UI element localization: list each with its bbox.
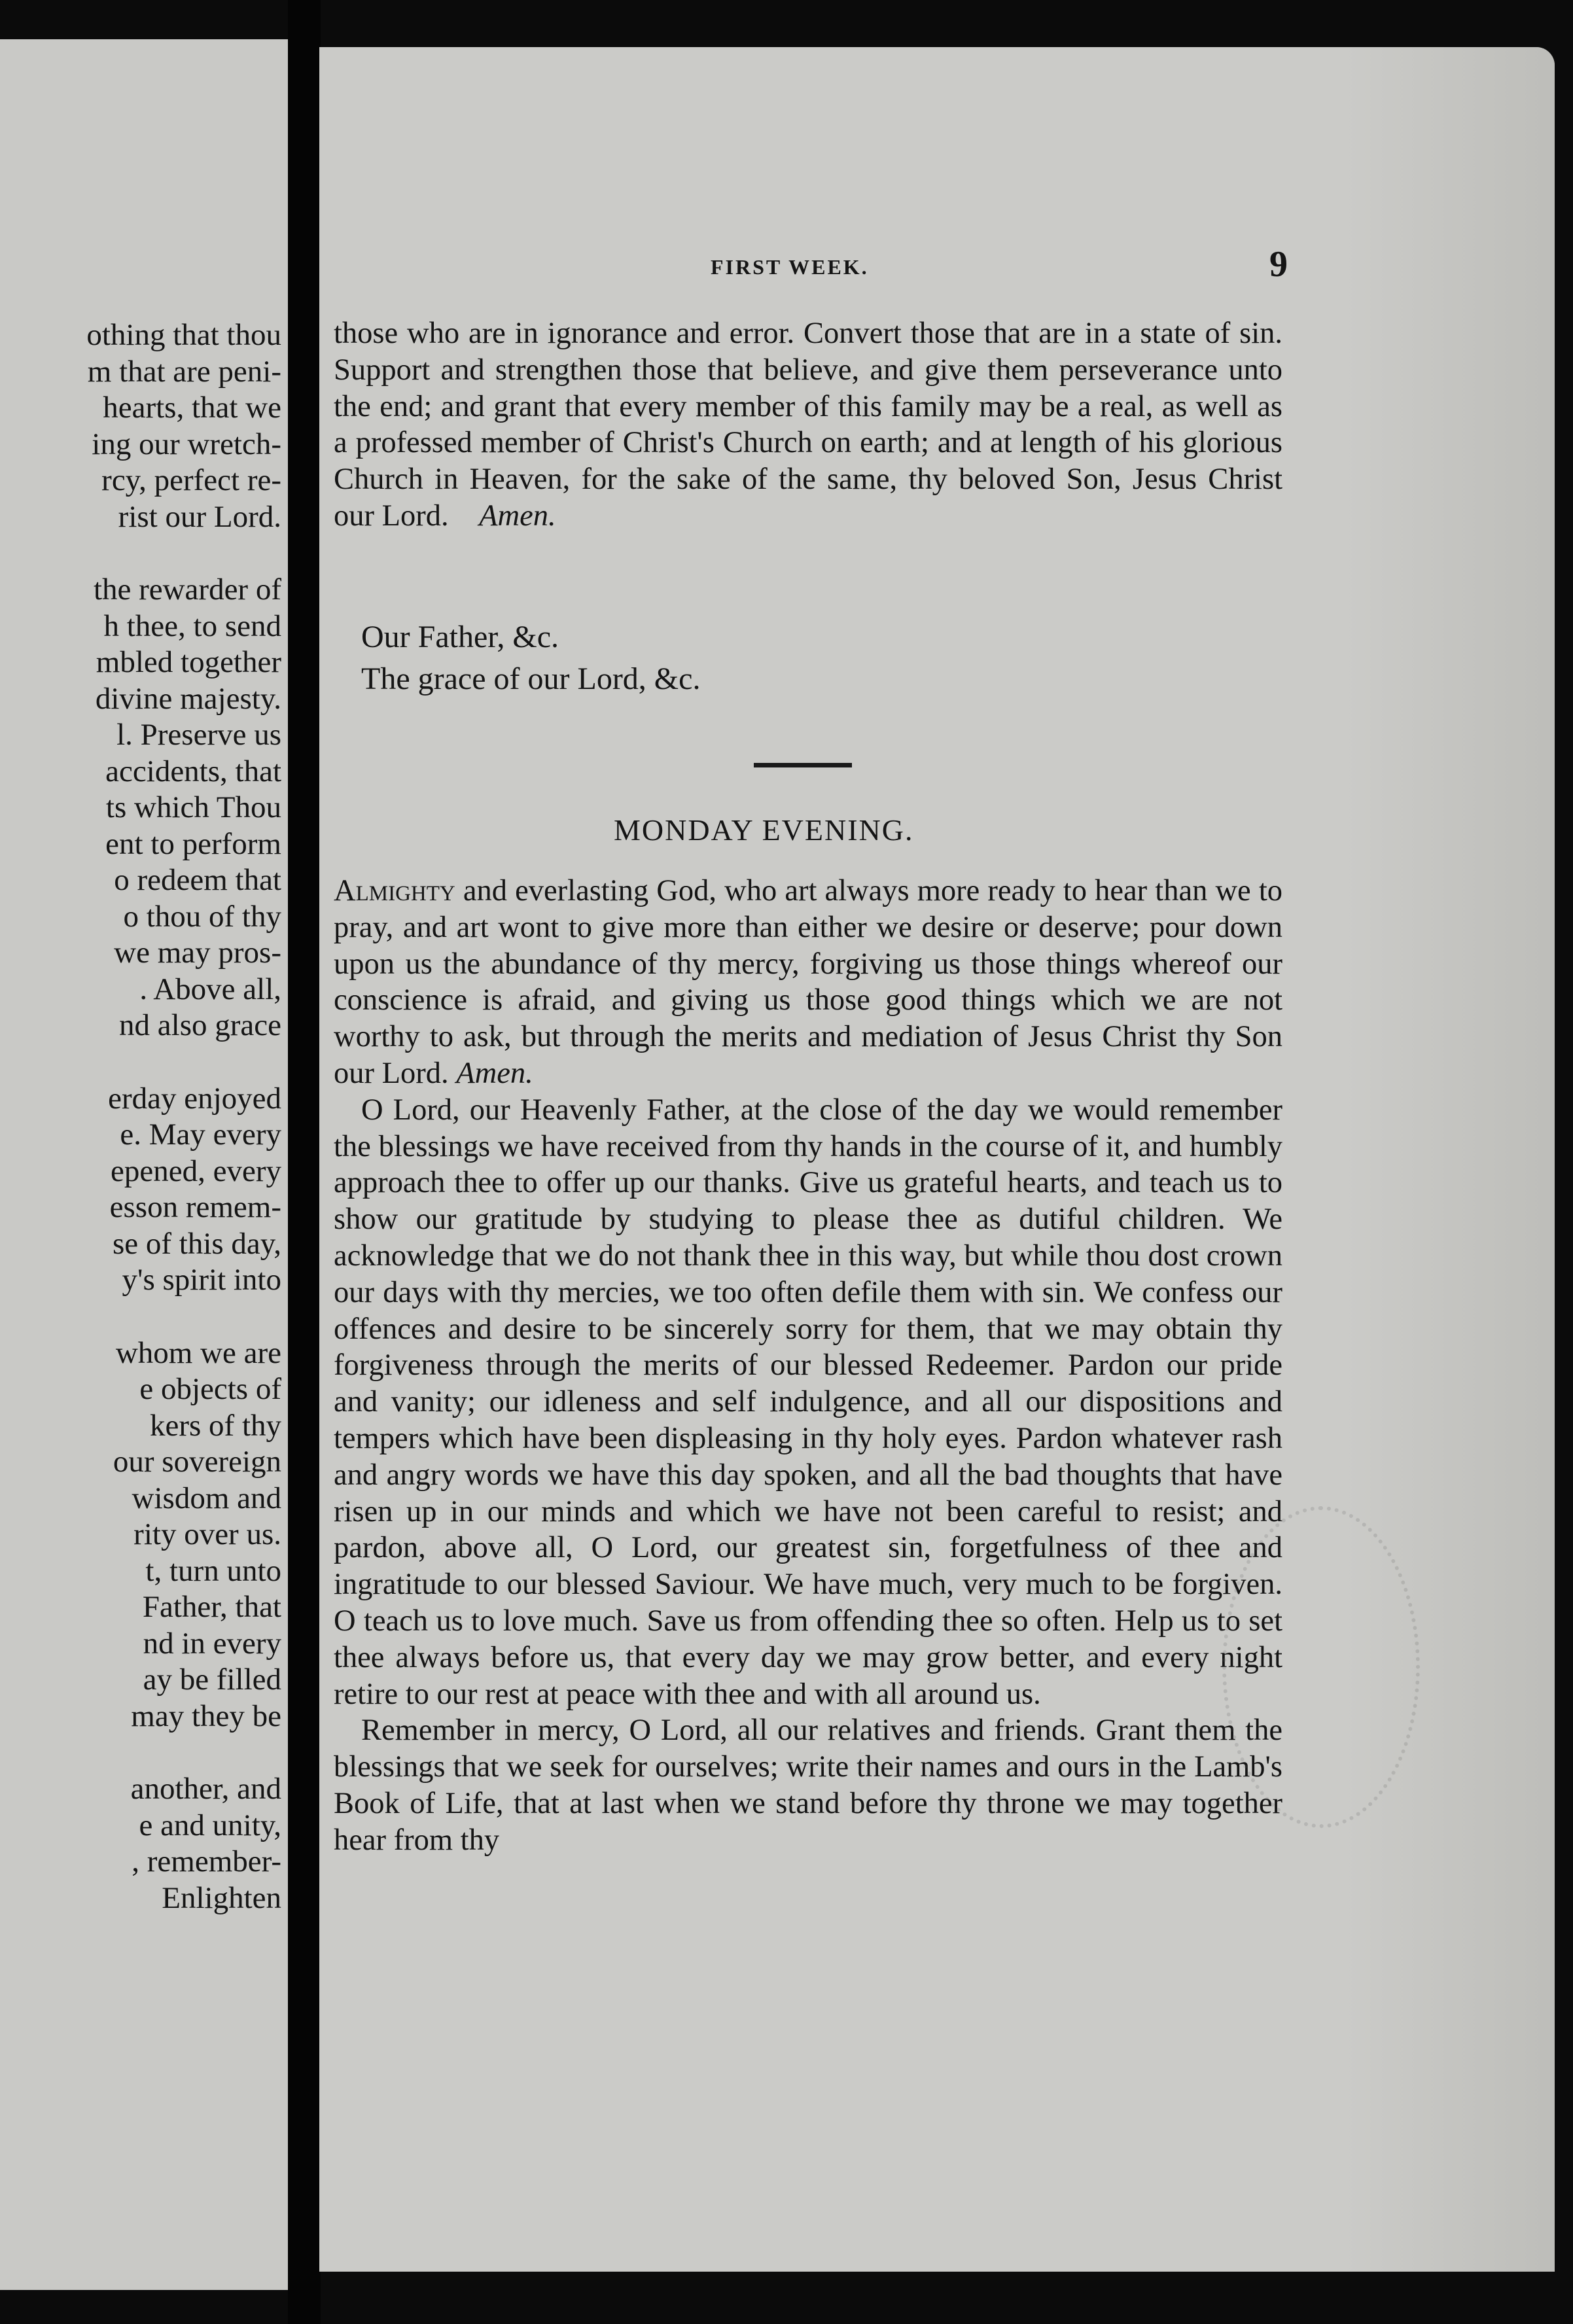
book-gutter <box>288 0 321 2324</box>
left-facing-page <box>0 39 288 2290</box>
left-page-paragraph-gap <box>0 1299 281 1335</box>
left-page-line: esson remem- <box>109 1190 281 1224</box>
left-page-line: Father, that <box>142 1590 281 1624</box>
paragraph-1-lead-word: Almighty <box>334 874 455 907</box>
left-page-paragraph-gap <box>0 535 281 572</box>
amen-spacer <box>456 499 471 533</box>
left-page-line: kers of thy <box>149 1408 281 1443</box>
continued-prayer <box>334 315 1282 535</box>
left-page-line: hearts, that we <box>103 391 281 425</box>
right-page <box>319 47 1555 2272</box>
left-page-line: whom we are <box>115 1335 281 1370</box>
left-page-line: h thee, to send <box>103 608 281 643</box>
left-page-text <box>0 317 281 1916</box>
paragraph-3: Remember in mercy, O Lord, all our relatives and friends. Grant them the blessings that we seek for ourselves; write their names and ours in the Lamb's Book of Life, that at last when we stand before thy throne we may together hear from thy <box>334 1714 1282 1857</box>
left-page-line: the rewarder of <box>93 572 281 607</box>
running-head: FIRST WEEK. <box>711 255 869 279</box>
left-page-line: nd in every <box>143 1626 281 1661</box>
left-page-line: wisdom and <box>132 1481 281 1515</box>
left-page-line: e objects of <box>139 1372 281 1406</box>
left-page-line: e. May every <box>120 1118 281 1152</box>
monday-evening-prayer <box>334 873 1282 1859</box>
left-page-line: rity over us. <box>133 1517 281 1551</box>
closing-line-lords-prayer: Our Father, &c. <box>361 620 559 654</box>
left-page-line: epened, every <box>111 1153 281 1188</box>
continued-prayer-amen: Amen. <box>479 499 556 533</box>
left-page-line: Enlighten <box>162 1880 281 1915</box>
left-page-line: rist our Lord. <box>118 499 281 534</box>
left-page-line: may they be <box>131 1699 281 1733</box>
left-page-line: , remember- <box>132 1844 281 1878</box>
paragraph-1-amen: Amen. <box>456 1056 533 1090</box>
left-page-line: ay be filled <box>143 1663 281 1697</box>
left-page-line: t, turn unto <box>145 1553 281 1588</box>
closing-line-grace: The grace of our Lord, &c. <box>361 661 701 696</box>
paragraph-2: O Lord, our Heavenly Father, at the close of the day we would remember the blessings we have received from thy hands in the course of it, and humbly approach thee to offer up our thanks. Give us grateful hearts, and teach us to show our gratitude by studying to please thee as dutiful children. We acknowledge that we do not thank thee in this way, but while thou dost crown our days with thy mercies, we too often defile them with sin. We confess our offences and desire to be sincerely sorry for them, that we may obtain thy forgiveness through the merits of our blessed Redeemer. Pardon our pride and vanity; our idleness and self indulgence, and all our dispositions and tempers which have been displeasing in thy holy eyes. Pardon whatever rash and angry words we have this day spoken, and all the bad thoughts that have risen up in our minds and which we have not been careful to resist; and pardon, above all, O Lord, our greatest sin, forgetfulness of thee and ingratitude to our blessed Saviour. We have much, very much to be forgiven. O teach us to love much. Save us from offending thee so often. Help us to set thee always before us, that every day we may grow better, and every night retire to our rest at peace with thee and with all around us. <box>334 1093 1282 1711</box>
left-page-line: erday enjoyed <box>108 1081 281 1116</box>
left-page-line: o redeem that <box>114 863 281 897</box>
paragraph-1 <box>334 873 1282 1092</box>
left-page-line: another, and <box>130 1772 281 1806</box>
left-page-line: y's spirit into <box>122 1263 281 1297</box>
page-number: 9 <box>1269 244 1288 285</box>
left-page-line: . Above all, <box>139 972 281 1006</box>
library-stamp-mark <box>1222 1506 1420 1828</box>
section-title: MONDAY EVENING. <box>614 813 914 847</box>
left-page-paragraph-gap <box>0 1734 281 1771</box>
left-page-line: ts which Thou <box>105 790 281 824</box>
left-page-line: mbled together <box>96 645 281 679</box>
left-page-line: m that are peni- <box>87 354 281 389</box>
left-page-line: divine majesty. <box>95 681 281 716</box>
left-page-line: rcy, perfect re- <box>101 463 281 497</box>
paragraph-1-text: and everlasting God, who art always more ready to hear than we to pray, and art wont to give more than either we desire or deserve; pour down upon us the abundance of thy mercy, forgiving us those things whereof our conscience is afraid, and giving us those good things which we are not worthy to ask, but through the merits and mediation of Jesus Christ thy Son our Lord. <box>334 874 1282 1090</box>
left-page-line: our sovereign <box>113 1445 281 1479</box>
section-divider <box>754 763 852 767</box>
left-page-paragraph-gap <box>0 1044 281 1081</box>
left-page-line: o thou of thy <box>123 899 281 934</box>
left-page-line: se of this day, <box>112 1226 281 1261</box>
left-page-line: othing that thou <box>86 318 281 352</box>
left-page-line: l. Preserve us <box>116 718 281 752</box>
continued-prayer-text: those who are in ignorance and error. Convert those that are in a state of sin. Support and strengthen those that believe, and give them perseverance unto the end; and grant that every member of this family may be a real, as well as a professed member of Christ's Church on earth; and at length of his glorious Church in Heaven, for the sake of the same, thy beloved Son, Jesus Christ our Lord. <box>334 317 1282 533</box>
left-page-line: accidents, that <box>105 754 281 788</box>
left-page-line: nd also grace <box>119 1008 281 1042</box>
left-page-line: e and unity, <box>139 1808 281 1842</box>
left-page-line: ent to perform <box>105 826 281 861</box>
left-page-line: ing our wretch- <box>92 427 281 461</box>
closing-formulas <box>361 616 700 700</box>
left-page-line: we may pros- <box>114 936 281 970</box>
page-edge-shading <box>1345 47 1555 2272</box>
